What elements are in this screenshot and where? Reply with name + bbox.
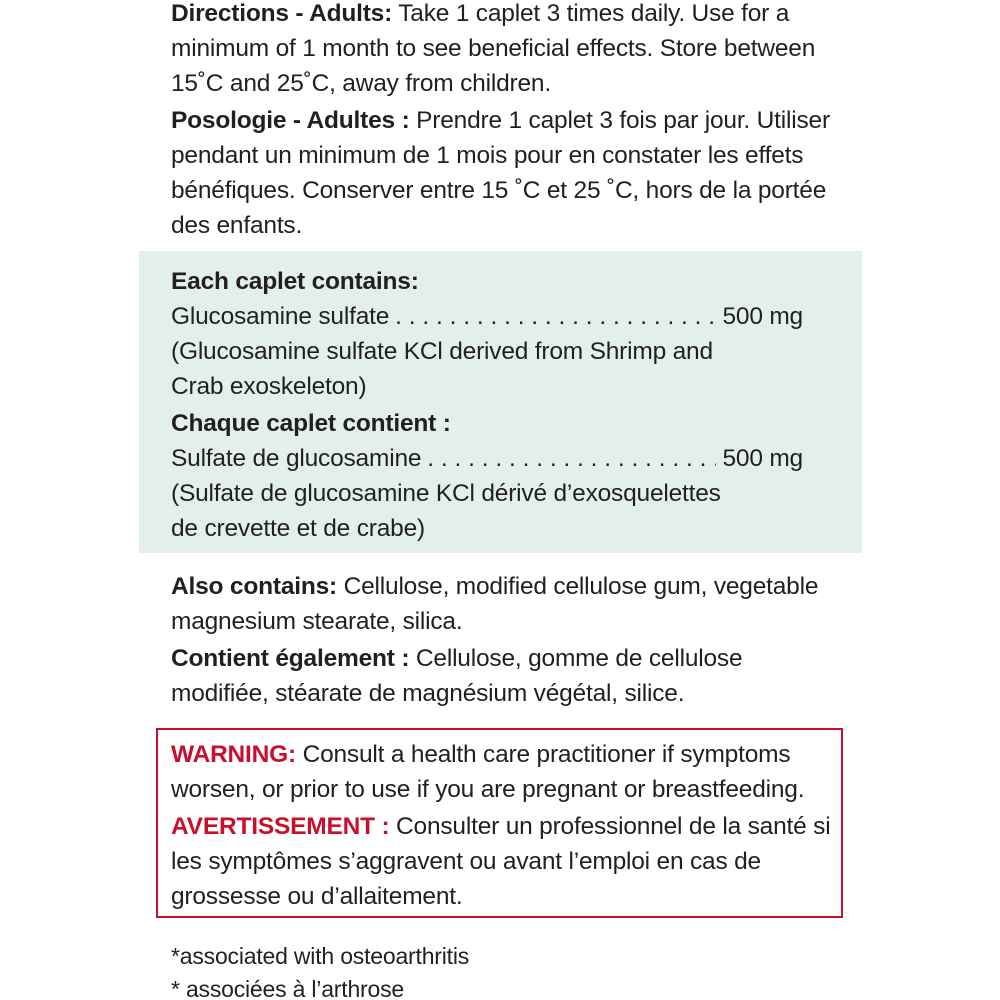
also-contains-en (171, 569, 851, 639)
ingredient-line-fr (171, 441, 803, 476)
ingredient-note-fr: (Sulfate de glucosamine KCl dérivé d’exosquelettes de crevette et de crabe) (171, 480, 721, 542)
directions-en (171, 0, 851, 101)
directions-en-text: Take 1 caplet 3 times daily. Use for a minimum of 1 month to see beneficial effects. Store between 15˚C and 25˚C, away from children. (171, 0, 816, 97)
ingredients-fr-heading: Chaque caplet contient : (171, 410, 451, 437)
ingredients-en-heading: Each caplet contains: (171, 268, 419, 295)
warning-en-text: Consult a health care practitioner if symptoms worsen, or prior to use if you are pregnant or breastfeeding. (171, 741, 805, 803)
dot-leader (395, 299, 716, 334)
directions-fr-label: Posologie - Adultes : (171, 107, 410, 134)
ingredients-section (171, 264, 831, 546)
ingredient-name-en: Glucosamine sulfate (171, 303, 390, 330)
ingredients-fr (171, 406, 831, 546)
warning-section (171, 737, 831, 914)
also-contains-fr-text: Cellulose, gomme de cellulose modifiée, stéarate de magnésium végétal, silice. (171, 645, 743, 707)
directions-section (171, 0, 851, 243)
directions-fr-text: Prendre 1 caplet 3 fois par jour. Utiliser pendant un minimum de 1 mois pour en constater les effets bénéfiques. Conserver entre 15 ˚C et 25 ˚C, hors de la portée des enfants. (171, 107, 830, 239)
ingredient-amount-fr: 500 mg (722, 445, 803, 472)
directions-en-label: Directions - Adults: (171, 0, 393, 27)
directions-fr (171, 103, 851, 243)
ingredient-note-en: (Glucosamine sulfate KCl derived from Shrimp and Crab exoskeleton) (171, 338, 713, 400)
also-contains-en-text: Cellulose, modified cellulose gum, vegetable magnesium stearate, silica. (171, 573, 819, 635)
ingredients-en (171, 264, 831, 404)
ingredient-name-fr: Sulfate de glucosamine (171, 445, 422, 472)
footnote-en: *associated with osteoarthritis (171, 943, 470, 969)
warning-fr-label: AVERTISSEMENT : (171, 813, 390, 840)
footnote-fr: * associées à l’arthrose (171, 976, 404, 1000)
warning-fr-text: Consulter un professionnel de la santé si les symptômes s’aggravent ou avant l’emploi en cas de grossesse ou d’allaitement. (171, 813, 831, 910)
ingredient-amount-en: 500 mg (722, 303, 803, 330)
also-contains-section (171, 569, 851, 711)
also-contains-fr (171, 641, 751, 711)
dot-leader (427, 441, 716, 476)
ingredient-line-en (171, 299, 803, 334)
warning-fr (171, 809, 831, 914)
also-contains-fr-label: Contient également : (171, 645, 410, 672)
warning-en-label: WARNING: (171, 741, 296, 768)
warning-en (171, 737, 831, 807)
also-contains-en-label: Also contains: (171, 573, 337, 600)
footnotes-section (171, 940, 469, 1000)
